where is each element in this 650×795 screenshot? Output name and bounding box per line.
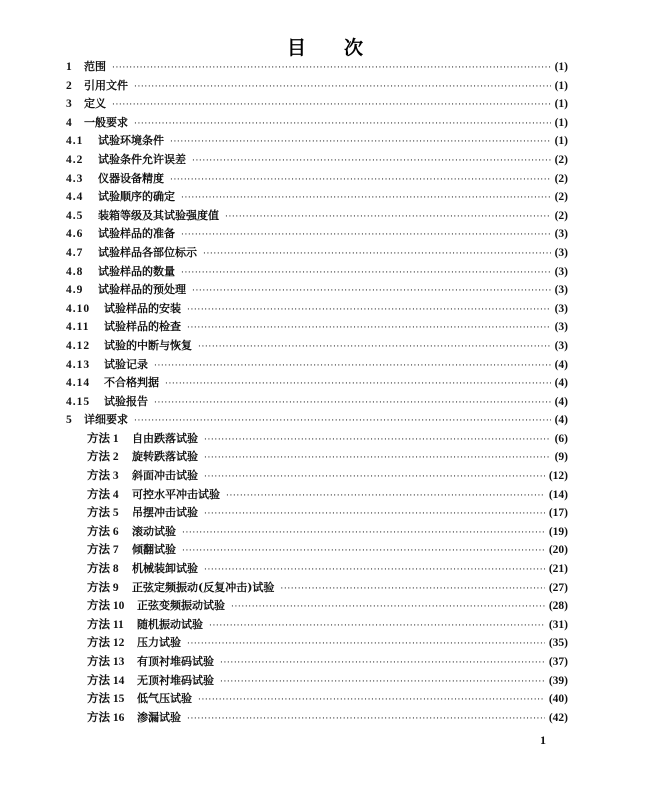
toc-entry[interactable] bbox=[66, 634, 568, 653]
toc-entry-page: (19) bbox=[548, 525, 568, 538]
toc-entry-page: (28) bbox=[548, 600, 568, 613]
dot-leader bbox=[225, 208, 551, 227]
toc-entry[interactable] bbox=[66, 523, 568, 542]
toc-entry-title: 低气压试验 bbox=[137, 692, 192, 706]
toc-entry-number: 4.6 bbox=[66, 228, 84, 241]
dot-leader bbox=[182, 542, 545, 561]
toc-entry-number: 2 bbox=[66, 79, 72, 92]
toc-entry-title: 试验的中断与恢复 bbox=[104, 338, 192, 352]
toc-entry-title: 正弦定频振动(反复冲击)试验 bbox=[132, 580, 275, 594]
toc-entry-page: (21) bbox=[548, 563, 568, 576]
toc-entry[interactable] bbox=[66, 709, 568, 728]
toc-entry-number: 方法 11 bbox=[87, 618, 124, 631]
dot-leader bbox=[220, 673, 545, 692]
toc-entry-number: 方法 16 bbox=[87, 711, 125, 724]
toc-entry[interactable] bbox=[66, 597, 568, 616]
toc-entry-title: 试验顺序的确定 bbox=[98, 190, 175, 204]
toc-entry-page: (2) bbox=[554, 153, 568, 166]
toc-entry-page: (9) bbox=[554, 451, 568, 464]
toc-entry-number: 4.10 bbox=[66, 302, 91, 315]
toc-entry-page: (37) bbox=[548, 656, 568, 668]
toc-entry-number: 4.8 bbox=[66, 265, 84, 278]
toc-entry-title: 详细要求 bbox=[84, 413, 128, 427]
toc-entry[interactable] bbox=[66, 504, 568, 523]
toc-entry-page: (2) bbox=[554, 209, 568, 222]
toc-entry-number: 4.3 bbox=[66, 172, 84, 185]
toc-entry-page: (2) bbox=[554, 172, 568, 185]
dot-leader bbox=[220, 654, 545, 673]
toc-entry-page: (39) bbox=[548, 674, 568, 687]
toc-entry-number: 方法 13 bbox=[87, 656, 125, 668]
toc-entry-title: 斜面冲击试验 bbox=[132, 469, 198, 483]
toc-entry-title: 试验记录 bbox=[104, 357, 148, 371]
toc-entry-title: 压力试验 bbox=[137, 636, 181, 650]
table-of-contents bbox=[66, 58, 568, 727]
dot-leader bbox=[204, 468, 545, 487]
dot-leader bbox=[204, 561, 545, 580]
toc-entry-title: 一般要求 bbox=[84, 115, 128, 129]
toc-entry-page: (1) bbox=[554, 135, 568, 148]
toc-entry[interactable] bbox=[66, 337, 568, 356]
toc-entry-title: 自由跌落试验 bbox=[132, 431, 198, 445]
toc-entry-number: 方法 14 bbox=[87, 674, 125, 687]
dot-leader bbox=[134, 115, 551, 134]
dot-leader bbox=[154, 394, 551, 413]
toc-entry-page: (3) bbox=[554, 284, 568, 297]
toc-entry-number: 方法 12 bbox=[87, 637, 125, 650]
toc-entry[interactable] bbox=[66, 77, 568, 96]
toc-entry[interactable] bbox=[66, 560, 568, 579]
dot-leader bbox=[170, 133, 551, 152]
toc-entry-title: 试验样品的预处理 bbox=[98, 283, 186, 297]
toc-entry-title: 装箱等级及其试验强度值 bbox=[98, 208, 219, 222]
dot-leader bbox=[165, 375, 551, 394]
toc-entry[interactable] bbox=[66, 356, 568, 375]
dot-leader bbox=[182, 524, 545, 543]
toc-entry-number: 方法 8 bbox=[87, 563, 119, 576]
dot-leader bbox=[170, 171, 551, 190]
toc-entry-number: 方法 4 bbox=[87, 488, 119, 501]
toc-entry[interactable] bbox=[66, 374, 568, 393]
toc-entry[interactable] bbox=[66, 244, 568, 263]
page-number: 1 bbox=[540, 733, 546, 747]
dot-leader bbox=[112, 96, 551, 115]
dot-leader bbox=[187, 710, 545, 729]
toc-entry[interactable] bbox=[66, 58, 568, 77]
toc-entry-page: (3) bbox=[554, 265, 568, 278]
toc-entry-title: 范围 bbox=[84, 60, 106, 73]
toc-entry[interactable] bbox=[66, 467, 568, 486]
toc-entry-page: (31) bbox=[548, 618, 568, 631]
toc-entry-page: (4) bbox=[554, 414, 568, 427]
toc-entry-title: 随机振动试验 bbox=[137, 617, 203, 631]
dot-leader bbox=[134, 78, 551, 97]
dot-leader bbox=[187, 635, 545, 654]
toc-entry[interactable] bbox=[66, 318, 568, 337]
toc-entry[interactable] bbox=[66, 132, 568, 151]
toc-entry-page: (12) bbox=[548, 470, 568, 483]
dot-leader bbox=[181, 189, 551, 208]
toc-entry-number: 方法 5 bbox=[87, 507, 119, 520]
toc-entry-title: 试验样品的数量 bbox=[98, 264, 175, 278]
dot-leader bbox=[231, 598, 545, 617]
toc-entry[interactable] bbox=[66, 579, 568, 598]
toc-entry-page: (14) bbox=[548, 488, 568, 501]
toc-entry-title: 正弦变频振动试验 bbox=[137, 599, 225, 613]
dot-leader bbox=[192, 282, 551, 301]
toc-entry-title: 试验条件允许误差 bbox=[98, 152, 186, 166]
toc-entry-page: (4) bbox=[554, 358, 568, 371]
dot-leader bbox=[112, 59, 551, 78]
toc-entry-page: (6) bbox=[554, 432, 568, 445]
toc-entry-number: 3 bbox=[66, 98, 72, 111]
dot-leader bbox=[154, 357, 551, 376]
dot-leader bbox=[187, 301, 551, 320]
toc-entry-page: (4) bbox=[554, 377, 568, 390]
toc-entry-number: 方法 3 bbox=[87, 470, 119, 483]
toc-entry-title: 引用文件 bbox=[84, 78, 128, 92]
title-char-1: 目 bbox=[286, 37, 306, 59]
dot-leader bbox=[226, 487, 545, 506]
toc-entry-title: 试验报告 bbox=[104, 394, 148, 408]
toc-entry[interactable] bbox=[66, 448, 568, 467]
toc-entry-page: (35) bbox=[548, 637, 568, 650]
toc-entry-page: (1) bbox=[554, 116, 568, 129]
toc-entry-title: 试验样品的安装 bbox=[104, 301, 181, 315]
toc-entry[interactable] bbox=[66, 207, 568, 226]
toc-entry-number: 4.11 bbox=[66, 321, 90, 334]
toc-entry-page: (4) bbox=[554, 395, 568, 408]
toc-entry-title: 试验样品的检查 bbox=[104, 320, 181, 334]
toc-entry-number: 4.5 bbox=[66, 209, 84, 222]
toc-entry-number: 方法 1 bbox=[87, 432, 119, 445]
toc-entry-page: (3) bbox=[554, 302, 568, 315]
toc-entry-title: 有顶衬堆码试验 bbox=[137, 655, 214, 668]
toc-entry[interactable] bbox=[66, 653, 568, 672]
dot-leader bbox=[209, 617, 545, 636]
toc-entry[interactable] bbox=[66, 541, 568, 560]
dot-leader bbox=[204, 505, 545, 524]
toc-entry-number: 4.13 bbox=[66, 358, 91, 371]
toc-entry-title: 不合格判据 bbox=[104, 376, 159, 390]
toc-entry-page: (1) bbox=[554, 61, 568, 73]
dot-leader bbox=[134, 412, 551, 431]
toc-entry-number: 4.7 bbox=[66, 246, 84, 259]
toc-entry-title: 无顶衬堆码试验 bbox=[137, 673, 214, 687]
title-char-2: 次 bbox=[344, 37, 364, 59]
toc-entry-title: 倾翻试验 bbox=[132, 543, 176, 557]
toc-entry-number: 4.4 bbox=[66, 191, 84, 204]
toc-entry-title: 可控水平冲击试验 bbox=[132, 487, 220, 501]
toc-entry-page: (42) bbox=[548, 711, 568, 724]
toc-entry-title: 渗漏试验 bbox=[137, 710, 181, 724]
toc-entry-page: (17) bbox=[548, 507, 568, 520]
toc-entry-page: (20) bbox=[548, 544, 568, 557]
toc-entry-page: (3) bbox=[554, 246, 568, 259]
toc-entry[interactable] bbox=[66, 672, 568, 691]
dot-leader bbox=[187, 319, 551, 338]
toc-entry-number: 4.1 bbox=[66, 135, 84, 148]
toc-entry-number: 1 bbox=[66, 61, 72, 73]
toc-entry[interactable] bbox=[66, 263, 568, 282]
dot-leader bbox=[181, 226, 551, 245]
toc-entry[interactable] bbox=[66, 95, 568, 114]
dot-leader bbox=[192, 152, 551, 171]
toc-entry-number: 方法 10 bbox=[87, 600, 125, 613]
toc-entry[interactable] bbox=[66, 690, 568, 709]
toc-entry-page: (27) bbox=[548, 581, 568, 594]
toc-entry-page: (1) bbox=[554, 79, 568, 92]
toc-entry[interactable] bbox=[66, 281, 568, 300]
toc-entry-number: 4.12 bbox=[66, 339, 91, 352]
toc-entry[interactable] bbox=[66, 300, 568, 319]
toc-entry[interactable] bbox=[66, 430, 568, 449]
toc-entry-number: 5 bbox=[66, 414, 72, 427]
dot-leader bbox=[204, 449, 551, 468]
toc-entry-title: 定义 bbox=[84, 97, 106, 111]
toc-entry-page: (2) bbox=[554, 191, 568, 204]
dot-leader bbox=[204, 431, 551, 450]
toc-entry-number: 方法 9 bbox=[87, 581, 119, 594]
dot-leader bbox=[203, 245, 551, 264]
toc-entry-title: 旋转跌落试验 bbox=[132, 450, 198, 464]
toc-entry-title: 试验环境条件 bbox=[98, 134, 164, 148]
toc-entry-title: 滚动试验 bbox=[132, 524, 176, 538]
toc-entry-page: (1) bbox=[554, 98, 568, 111]
toc-entry-number: 4.14 bbox=[66, 377, 91, 390]
toc-entry-page: (40) bbox=[548, 693, 568, 706]
toc-entry[interactable] bbox=[66, 486, 568, 505]
toc-entry-number: 方法 6 bbox=[87, 525, 119, 538]
toc-entry[interactable] bbox=[66, 393, 568, 412]
dot-leader bbox=[198, 691, 545, 710]
page-title bbox=[0, 33, 650, 60]
toc-entry-number: 4 bbox=[66, 116, 72, 129]
toc-entry-number: 4.2 bbox=[66, 153, 84, 166]
toc-entry-number: 方法 7 bbox=[87, 544, 119, 557]
toc-entry-number: 方法 15 bbox=[87, 693, 125, 706]
toc-entry[interactable] bbox=[66, 151, 568, 170]
dot-leader bbox=[181, 264, 551, 283]
toc-entry[interactable] bbox=[66, 225, 568, 244]
dot-leader bbox=[280, 580, 544, 599]
dot-leader bbox=[198, 338, 551, 357]
toc-entry-number: 4.9 bbox=[66, 284, 84, 297]
toc-entry-title: 吊摆冲击试验 bbox=[132, 506, 198, 520]
toc-entry-page: (3) bbox=[554, 339, 568, 352]
toc-entry-title: 试验样品的准备 bbox=[98, 227, 175, 241]
toc-entry-page: (3) bbox=[554, 228, 568, 241]
toc-entry-title: 仪器设备精度 bbox=[98, 171, 164, 185]
toc-entry[interactable] bbox=[66, 188, 568, 207]
toc-entry-number: 4.15 bbox=[66, 395, 91, 408]
toc-entry-page: (3) bbox=[554, 321, 568, 334]
toc-entry[interactable] bbox=[66, 616, 568, 635]
toc-entry[interactable] bbox=[66, 170, 568, 189]
toc-entry[interactable] bbox=[66, 411, 568, 430]
toc-entry-title: 试验样品各部位标示 bbox=[98, 245, 197, 259]
toc-entry-number: 方法 2 bbox=[87, 451, 119, 464]
toc-entry-title: 机械装卸试验 bbox=[132, 562, 198, 576]
toc-entry[interactable] bbox=[66, 114, 568, 133]
